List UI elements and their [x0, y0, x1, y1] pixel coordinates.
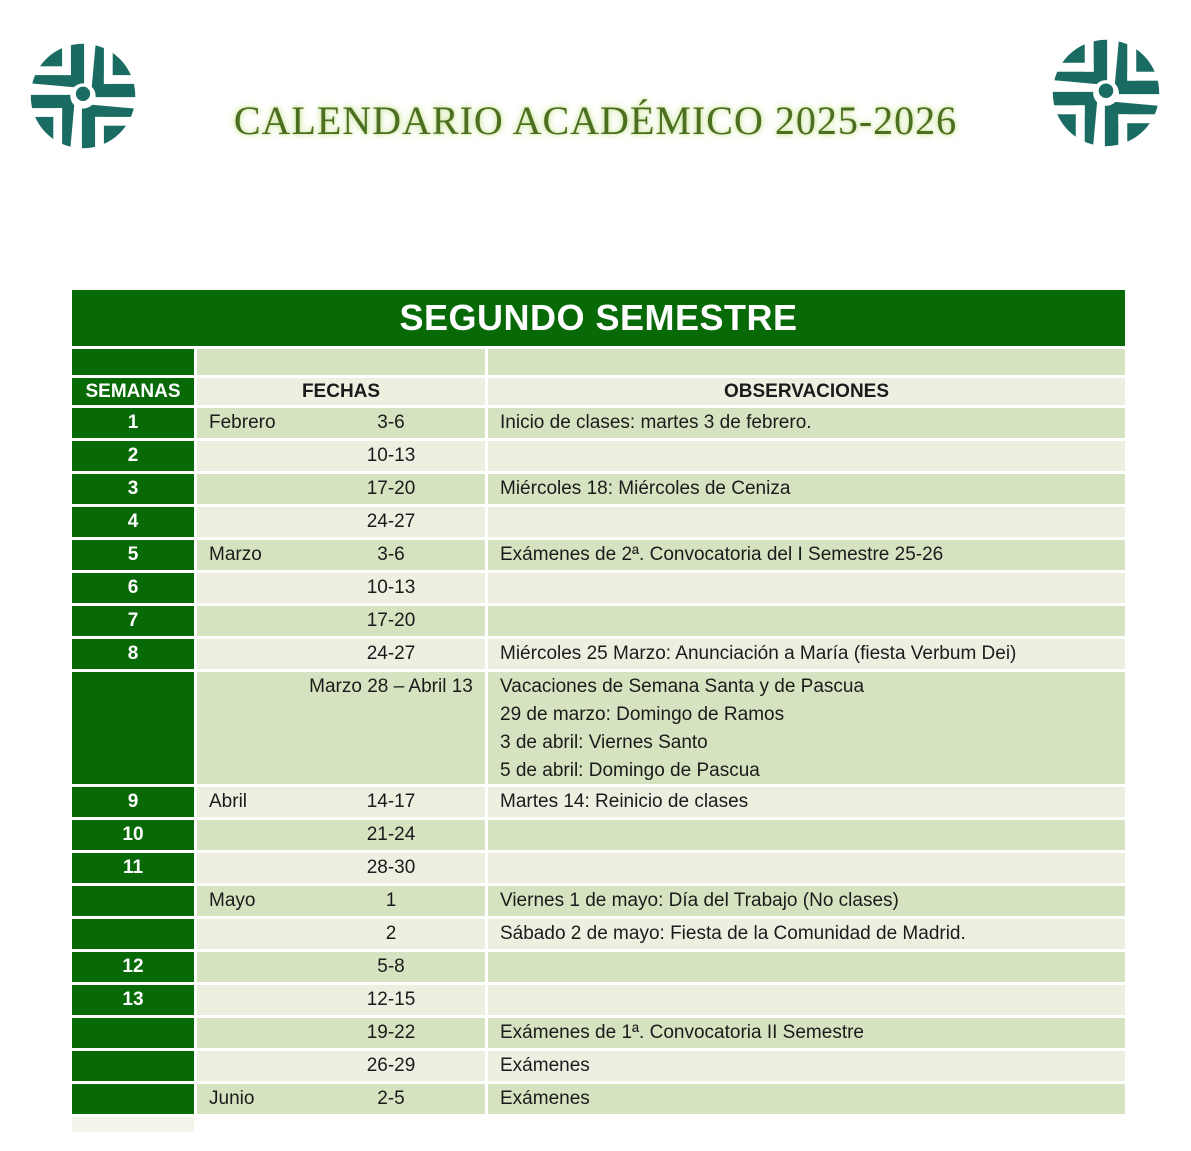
observations-cell	[488, 507, 1125, 537]
week-number-cell	[72, 1018, 194, 1048]
week-number-cell: 4	[72, 507, 194, 537]
observations-cell	[488, 886, 1125, 916]
observation-line: 29 de marzo: Domingo de Ramos	[500, 704, 785, 725]
week-number-cell	[72, 919, 194, 949]
week-number-cell	[72, 886, 194, 916]
dates-value: 10-13	[366, 577, 416, 598]
observations-cell	[488, 408, 1125, 438]
dates-value: 17-20	[366, 610, 416, 631]
dates-value: 19-22	[366, 1022, 416, 1043]
column-header-observaciones: OBSERVACIONES	[488, 378, 1125, 405]
observation-line: Exámenes	[500, 1088, 590, 1109]
fechas-cell	[197, 639, 485, 669]
calendar-row	[72, 1051, 1125, 1081]
column-header-row	[72, 378, 1125, 405]
observation-line: Exámenes de 2ª. Convocatoria del I Semestre 25-26	[500, 544, 944, 565]
observation-line: Miércoles 25 Marzo: Anunciación a María (fiesta Verbum Dei)	[500, 643, 1017, 664]
observations-cell	[488, 573, 1125, 603]
observation-line: Sábado 2 de mayo: Fiesta de la Comunidad de Madrid.	[500, 923, 966, 944]
calendar-row	[72, 820, 1125, 850]
calendar-row	[72, 573, 1125, 603]
week-number-cell: 5	[72, 540, 194, 570]
week-number-cell: 3	[72, 474, 194, 504]
week-number-cell: 13	[72, 985, 194, 1015]
observation-line: 3 de abril: Viernes Santo	[500, 732, 708, 753]
fechas-cell	[197, 474, 485, 504]
observations-cell	[488, 853, 1125, 883]
dates-value: 24-27	[366, 511, 416, 532]
fechas-cell	[197, 408, 485, 438]
fechas-cell	[197, 507, 485, 537]
month-label: Junio	[209, 1088, 255, 1109]
observation-line: Exámenes	[500, 1055, 590, 1076]
week-number-cell: 10	[72, 820, 194, 850]
week-number-cell: 6	[72, 573, 194, 603]
month-label: Abril	[209, 791, 248, 812]
spacer-week-cell	[72, 349, 194, 375]
dates-value: 28-30	[366, 857, 416, 878]
week-number-cell	[72, 1084, 194, 1114]
observations-cell	[488, 474, 1125, 504]
observation-line: 5 de abril: Domingo de Pascua	[500, 760, 760, 781]
observation-line: Martes 14: Reinicio de clases	[500, 791, 749, 812]
observations-cell	[488, 820, 1125, 850]
fechas-cell	[197, 886, 485, 916]
observations-cell	[488, 952, 1125, 982]
calendar-row	[72, 672, 1125, 784]
observations-cell	[488, 672, 1125, 784]
dates-value: Marzo 28 – Abril 13	[309, 676, 473, 697]
table-footer-stub	[72, 1117, 194, 1132]
fechas-cell	[197, 540, 485, 570]
page-title: CALENDARIO ACADÉMICO 2025-2026	[233, 98, 958, 143]
dates-value: 2	[385, 923, 397, 944]
observations-cell	[488, 1084, 1125, 1114]
fechas-cell	[197, 820, 485, 850]
semester-table	[72, 290, 1125, 1132]
spacer-observations-cell	[488, 349, 1125, 375]
fechas-cell	[197, 919, 485, 949]
table-rows	[72, 408, 1125, 1114]
observation-line: Miércoles 18: Miércoles de Ceniza	[500, 478, 791, 499]
calendar-row	[72, 639, 1125, 669]
month-label: Marzo	[209, 544, 262, 565]
fechas-cell	[197, 1018, 485, 1048]
observation-line: Vacaciones de Semana Santa y de Pascua	[500, 676, 865, 697]
calendar-row	[72, 1018, 1125, 1048]
dates-value: 14-17	[366, 791, 416, 812]
week-number-cell: 8	[72, 639, 194, 669]
observations-cell	[488, 606, 1125, 636]
fechas-cell	[197, 853, 485, 883]
fechas-cell	[197, 1084, 485, 1114]
observation-line: Exámenes de 1ª. Convocatoria II Semestre	[500, 1022, 864, 1043]
fechas-cell	[197, 787, 485, 817]
column-header-semanas: SEMANAS	[72, 378, 194, 405]
observations-cell	[488, 919, 1125, 949]
week-number-cell: 12	[72, 952, 194, 982]
observations-cell	[488, 985, 1125, 1015]
calendar-row	[72, 853, 1125, 883]
fechas-cell	[197, 573, 485, 603]
dates-value: 12-15	[366, 989, 416, 1010]
observations-cell	[488, 1018, 1125, 1048]
table-title: SEGUNDO SEMESTRE	[72, 290, 1125, 346]
dates-value: 17-20	[366, 478, 416, 499]
observation-line: Viernes 1 de mayo: Día del Trabajo (No clases)	[500, 890, 899, 911]
week-number-cell: 9	[72, 787, 194, 817]
fechas-cell	[197, 952, 485, 982]
dates-value: 24-27	[366, 643, 416, 664]
fechas-cell	[197, 606, 485, 636]
dates-value: 1	[385, 890, 397, 911]
observation-line: Inicio de clases: martes 3 de febrero.	[500, 412, 812, 433]
calendar-row	[72, 787, 1125, 817]
week-number-cell: 7	[72, 606, 194, 636]
dates-value: 21-24	[366, 824, 416, 845]
dates-value: 26-29	[366, 1055, 416, 1076]
week-number-cell: 2	[72, 441, 194, 471]
dates-value: 2-5	[377, 1088, 405, 1109]
week-number-cell	[72, 672, 194, 784]
fechas-cell	[197, 672, 485, 784]
calendar-row	[72, 919, 1125, 949]
observations-cell	[488, 787, 1125, 817]
calendar-row	[72, 540, 1125, 570]
observations-cell	[488, 441, 1125, 471]
week-number-cell: 11	[72, 853, 194, 883]
dates-value: 10-13	[366, 445, 416, 466]
week-number-cell: 1	[72, 408, 194, 438]
calendar-row	[72, 474, 1125, 504]
calendar-row	[72, 985, 1125, 1015]
week-number-cell	[72, 1051, 194, 1081]
dates-value: 3-6	[377, 412, 405, 433]
observations-cell	[488, 639, 1125, 669]
calendar-row	[72, 408, 1125, 438]
fechas-cell	[197, 1051, 485, 1081]
calendar-row	[72, 606, 1125, 636]
spacer-fechas-cell	[197, 349, 485, 375]
dates-value: 5-8	[377, 956, 405, 977]
calendar-row	[72, 507, 1125, 537]
fechas-cell	[197, 441, 485, 471]
dates-value: 3-6	[377, 544, 405, 565]
calendar-row	[72, 441, 1125, 471]
observations-cell	[488, 1051, 1125, 1081]
calendar-row	[72, 886, 1125, 916]
observations-cell	[488, 540, 1125, 570]
spacer-row	[72, 349, 1125, 375]
calendar-row	[72, 952, 1125, 982]
month-label: Mayo	[209, 890, 256, 911]
fechas-cell	[197, 985, 485, 1015]
month-label: Febrero	[209, 412, 276, 433]
calendar-row	[72, 1084, 1125, 1114]
column-header-fechas: FECHAS	[197, 378, 485, 405]
